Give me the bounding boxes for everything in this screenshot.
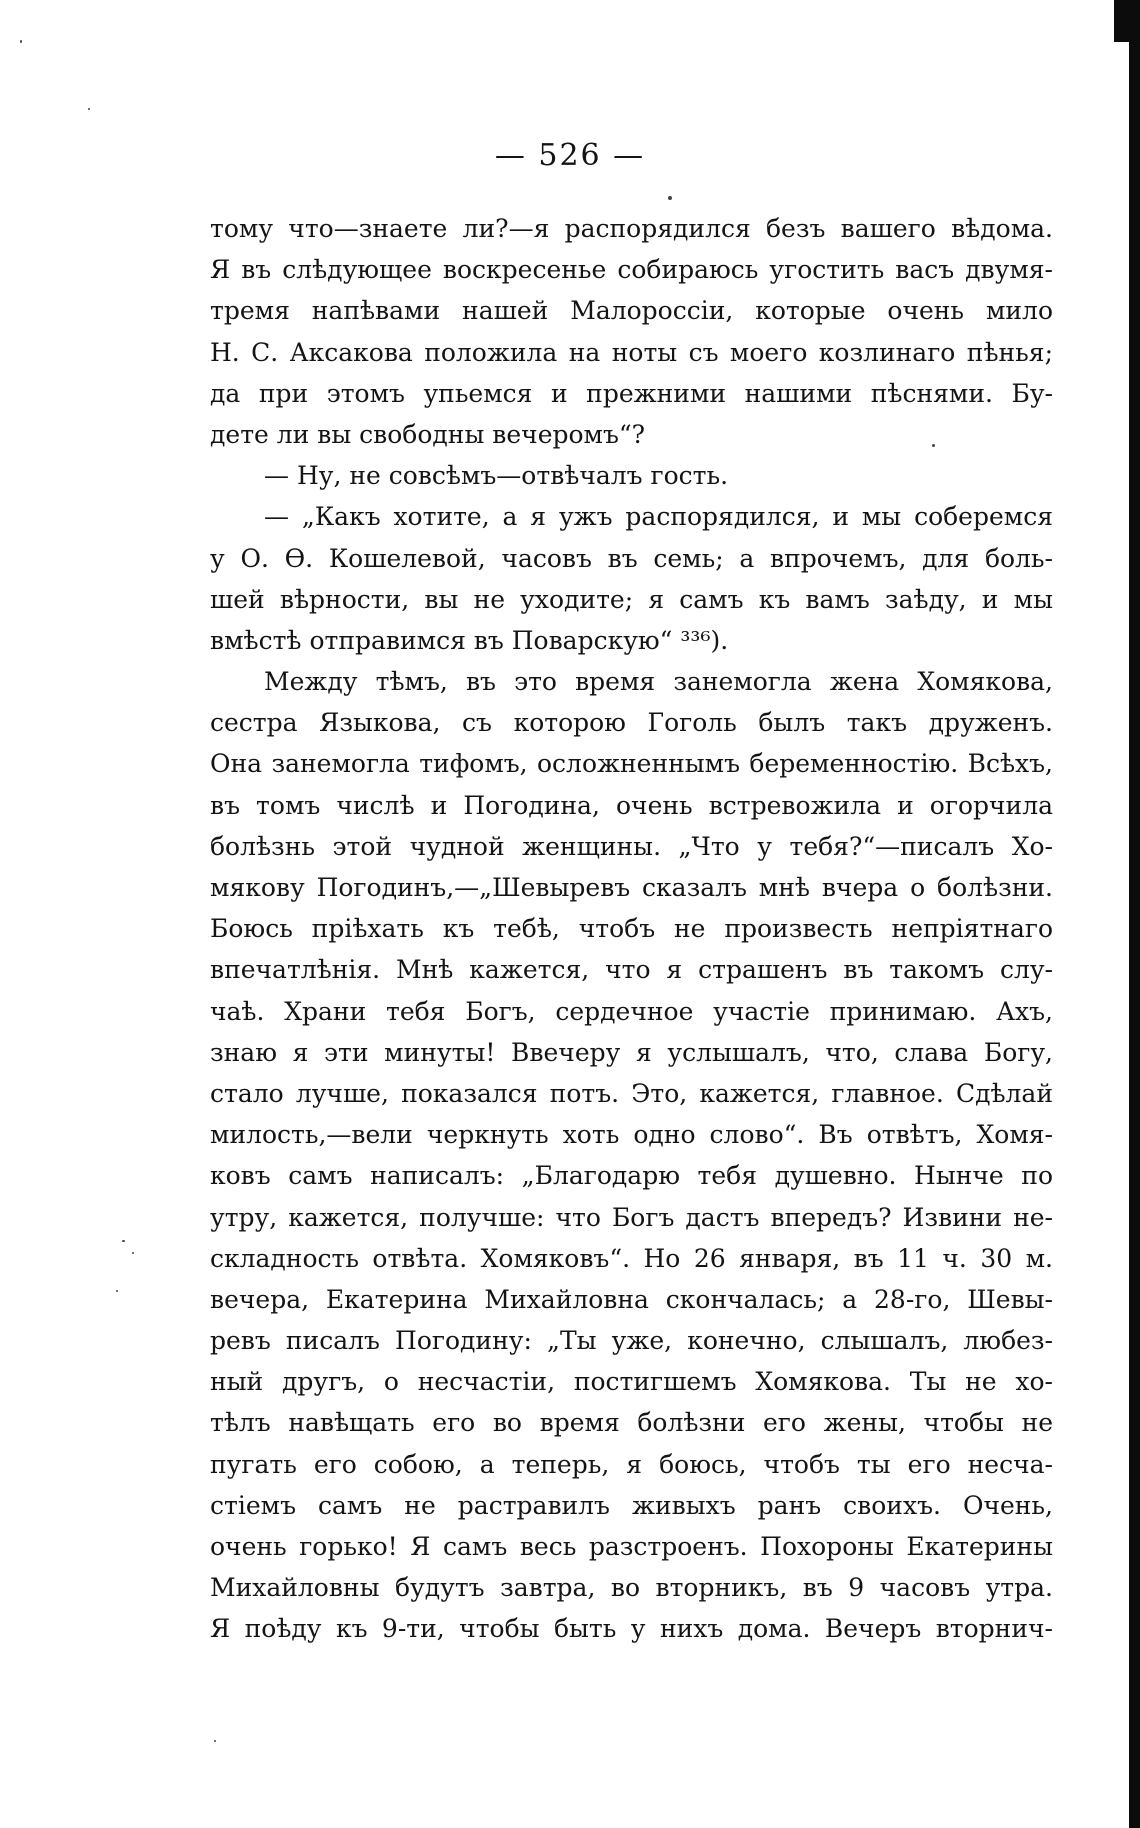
text-line: въ томъ числѣ и Погодина, очень встревожила и огорчила xyxy=(210,790,1053,820)
text-line: болѣзнь этой чудной женщины. „Что у тебя?“—писалъ Хо- xyxy=(210,831,1053,861)
text-line: Она занемогла тифомъ, осложненнымъ беременностію. Всѣхъ, xyxy=(210,749,1053,779)
text-line: ревъ писалъ Погодину: „Ты уже, конечно, слышалъ, любез- xyxy=(210,1326,1053,1356)
text-line: Боюсь пріѣхать къ тебѣ, чтобъ не произвесть непріятнаго xyxy=(210,914,1053,944)
text-line: впечатлѣнія. Мнѣ кажется, что я страшенъ въ такомъ слу- xyxy=(210,955,1053,985)
text-line: Я поѣду къ 9-ти, чтобы быть у нихъ дома. Вечеръ вторнич- xyxy=(210,1614,1053,1644)
text-line: ный другъ, о несчастіи, постигшемъ Хомякова. Ты не хо- xyxy=(210,1367,1053,1397)
scan-speck xyxy=(20,40,22,43)
scan-speck xyxy=(116,1290,118,1292)
text-line: вечера, Екатерина Михайловна скончалась; а 28-го, Шевы- xyxy=(210,1284,1053,1314)
scan-speck xyxy=(122,1240,125,1242)
text-line: Между тѣмъ, въ это время занемогла жена Хомякова, xyxy=(264,667,1053,697)
text-line: — „Какъ хотите, а я ужъ распорядился, и мы соберемся xyxy=(264,502,1053,532)
scan-speck xyxy=(668,196,672,200)
scan-edge-right xyxy=(1129,0,1140,1828)
page-number: — 526 — xyxy=(494,138,646,173)
text-line: Я въ слѣдующее воскресенье собираюсь угостить васъ двумя- xyxy=(210,255,1053,285)
text-line: вмѣстѣ отправимся въ Поварскую“ ³³⁶). xyxy=(210,625,729,655)
text-line: пугать его собою, а теперь, я боюсь, чтобъ ты его несча- xyxy=(210,1449,1053,1479)
scan-speck xyxy=(88,108,90,110)
text-line: шей вѣрности, вы не уходите; я самъ къ вамъ заѣду, и мы xyxy=(210,584,1053,614)
text-line: милость,—вели черкнуть хоть одно слово“. Въ отвѣтъ, Хомя- xyxy=(210,1120,1053,1150)
text-line: дете ли вы свободны вечеромъ“? xyxy=(210,419,646,449)
text-line: — Ну, не совсѣмъ—отвѣчалъ гость. xyxy=(264,461,729,491)
text-line: Михайловны будутъ завтра, во вторникъ, въ 9 часовъ утра. xyxy=(210,1573,1053,1603)
text-line: стало лучше, показался потъ. Это, кажется, главное. Сдѣлай xyxy=(210,1078,1053,1108)
text-line: Н. С. Аксакова положила на ноты съ моего козлинаго пѣнья; xyxy=(210,337,1053,367)
text-line: тремя напѣвами нашей Малороссіи, которые очень мило xyxy=(210,296,1053,326)
scan-speck xyxy=(132,1252,134,1254)
text-line: складность отвѣта. Хомяковъ“. Но 26 января, въ 11 ч. 30 м. xyxy=(210,1243,1053,1273)
text-line: знаю я эти минуты! Ввечеру я услышалъ, что, слава Богу, xyxy=(210,1037,1053,1067)
text-line: сестра Языкова, съ которою Гоголь былъ такъ друженъ. xyxy=(210,708,1053,738)
text-line: ковъ самъ написалъ: „Благодарю тебя душевно. Нынче по xyxy=(210,1161,1053,1191)
body-text xyxy=(210,208,1053,1650)
scan-speck xyxy=(214,1740,216,1742)
text-line: у О. Ѳ. Кошелевой, часовъ въ семь; а впрочемъ, для боль- xyxy=(210,543,1053,573)
text-line: мякову Погодинъ,—„Шевыревъ сказалъ мнѣ вчера о болѣзни. xyxy=(210,873,1053,902)
text-line: чаѣ. Храни тебя Богъ, сердечное участіе принимаю. Ахъ, xyxy=(210,996,1053,1026)
text-line: очень горько! Я самъ весь разстроенъ. Похороны Екатерины xyxy=(210,1532,1053,1561)
text-line: тѣлъ навѣщать его во время болѣзни его жены, чтобы не xyxy=(210,1408,1053,1438)
text-line: утру, кажется, получше: что Богъ дастъ впередъ? Извини не- xyxy=(210,1202,1053,1232)
text-line: тому что—знаете ли?—я распорядился безъ вашего вѣдома. xyxy=(210,214,1053,243)
text-line: стіемъ самъ не растравилъ живыхъ ранъ своихъ. Очень, xyxy=(210,1490,1053,1520)
text-line: да при этомъ упьемся и прежними нашими пѣснями. Бу- xyxy=(210,378,1053,408)
